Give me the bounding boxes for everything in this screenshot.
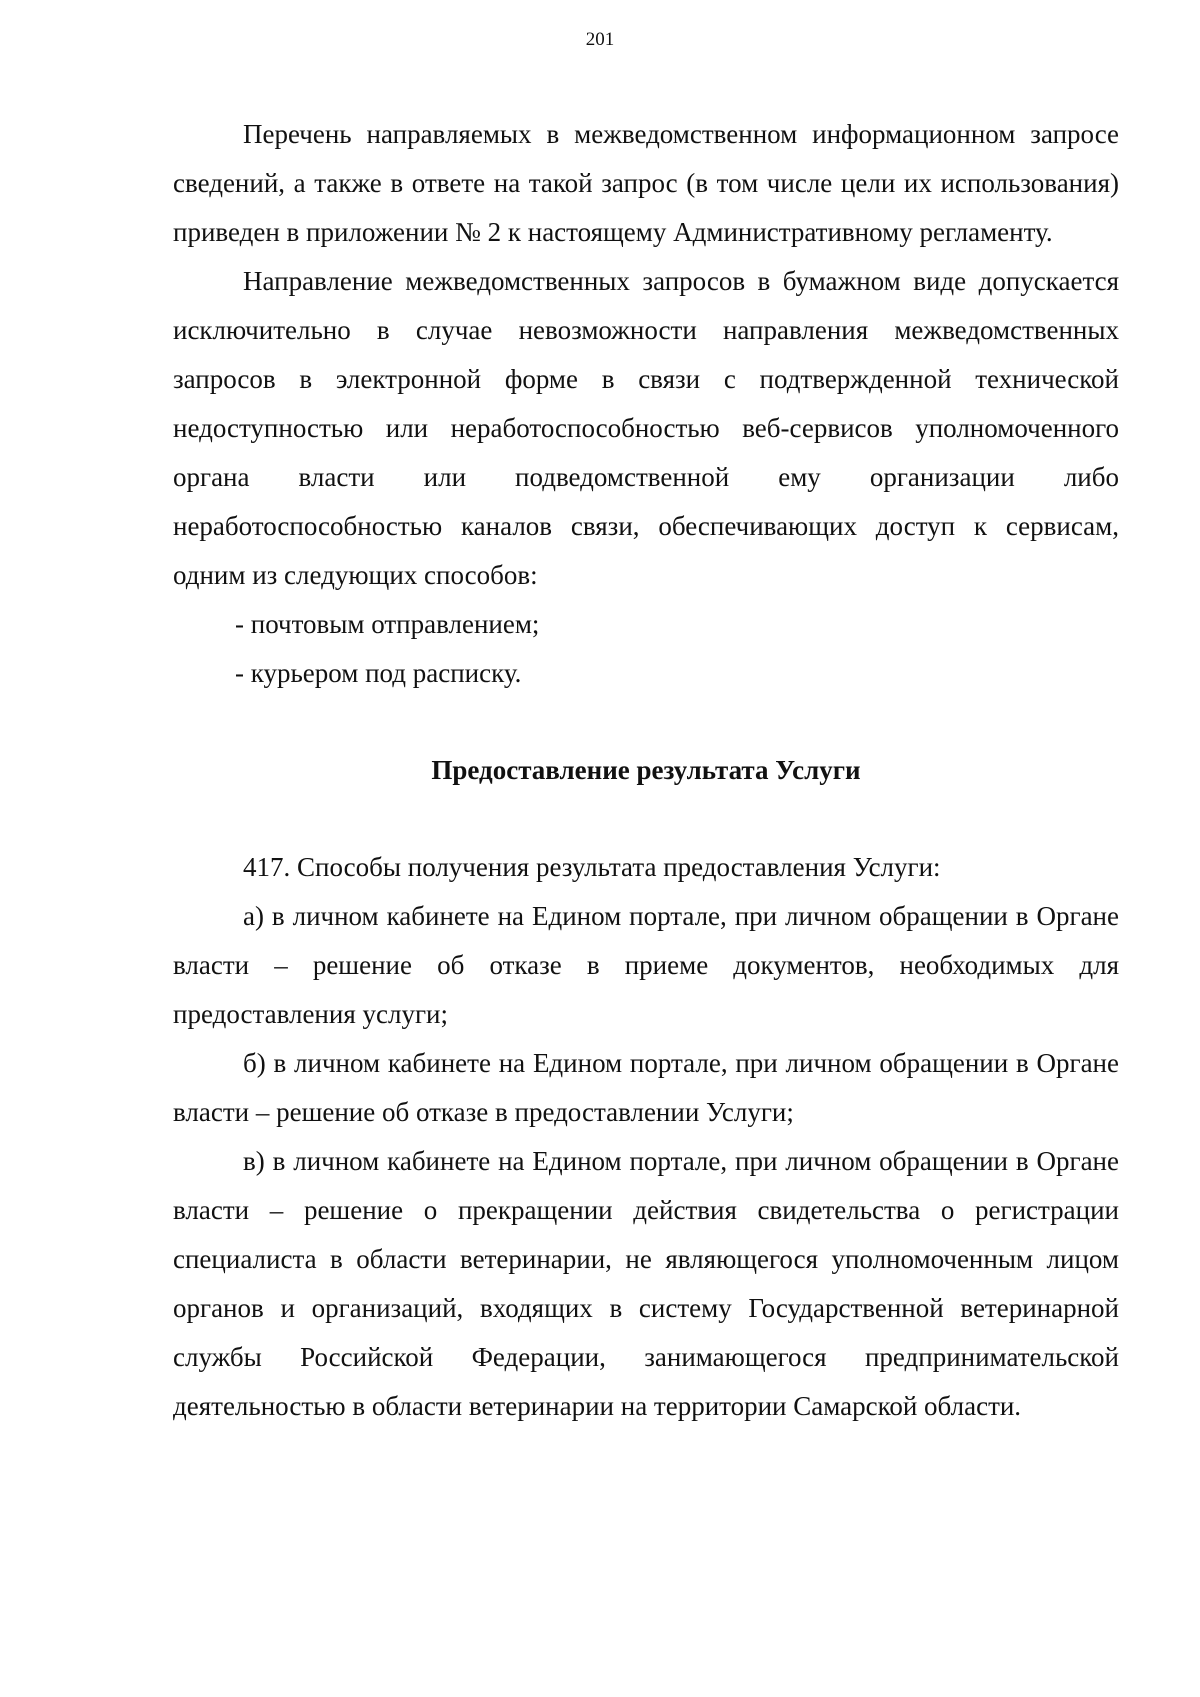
paragraph-paper-requests: Направление межведомственных запросов в бумажном виде допускается исключительно в случае невозможности направления межведомственных запросов в электронной форме в связи с подтвержденной технической недоступностью или неработоспособностью веб-сервисов уполномоченного органа власти или подведомственной ему организации либо неработоспособностью каналов связи, обеспечивающих доступ к сервисам, одним из следующих способов: — [173, 266, 1119, 590]
list-item-courier: - курьером под расписку. — [235, 658, 522, 688]
document-body — [173, 110, 1119, 1431]
page-number: 201 — [585, 29, 615, 50]
paragraph-item-b: б) в личном кабинете на Едином портале, при личном обращении в Органе власти – решение об отказе в предоставлении Услуги; — [173, 1048, 1119, 1127]
paragraph-item-a: а) в личном кабинете на Едином портале, при личном обращении в Органе власти – решение об отказе в приеме документов, необходимых для предоставления услуги; — [173, 901, 1119, 1029]
section-heading: Предоставление результата Услуги — [431, 755, 861, 785]
paragraph-item-v: в) в личном кабинете на Едином портале, при личном обращении в Органе власти – решение о прекращении действия свидетельства о регистрации специалиста в области ветеринарии, не являющегося уполномоченным лицом органов и организаций, входящих в систему Государственной ветеринарной службы Российской Федерации, занимающегося предпринимательской деятельностью в области ветеринарии на территории Самарской области. — [173, 1146, 1119, 1421]
paragraph-417: 417. Способы получения результата предоставления Услуги: — [243, 852, 941, 882]
paragraph-request-list: Перечень направляемых в межведомственном информационном запросе сведений, а также в ответе на такой запрос (в том числе цели их использования) приведен в приложении № 2 к настоящему Административному регламенту. — [173, 119, 1119, 247]
list-item-post: - почтовым отправлением; — [235, 609, 540, 639]
